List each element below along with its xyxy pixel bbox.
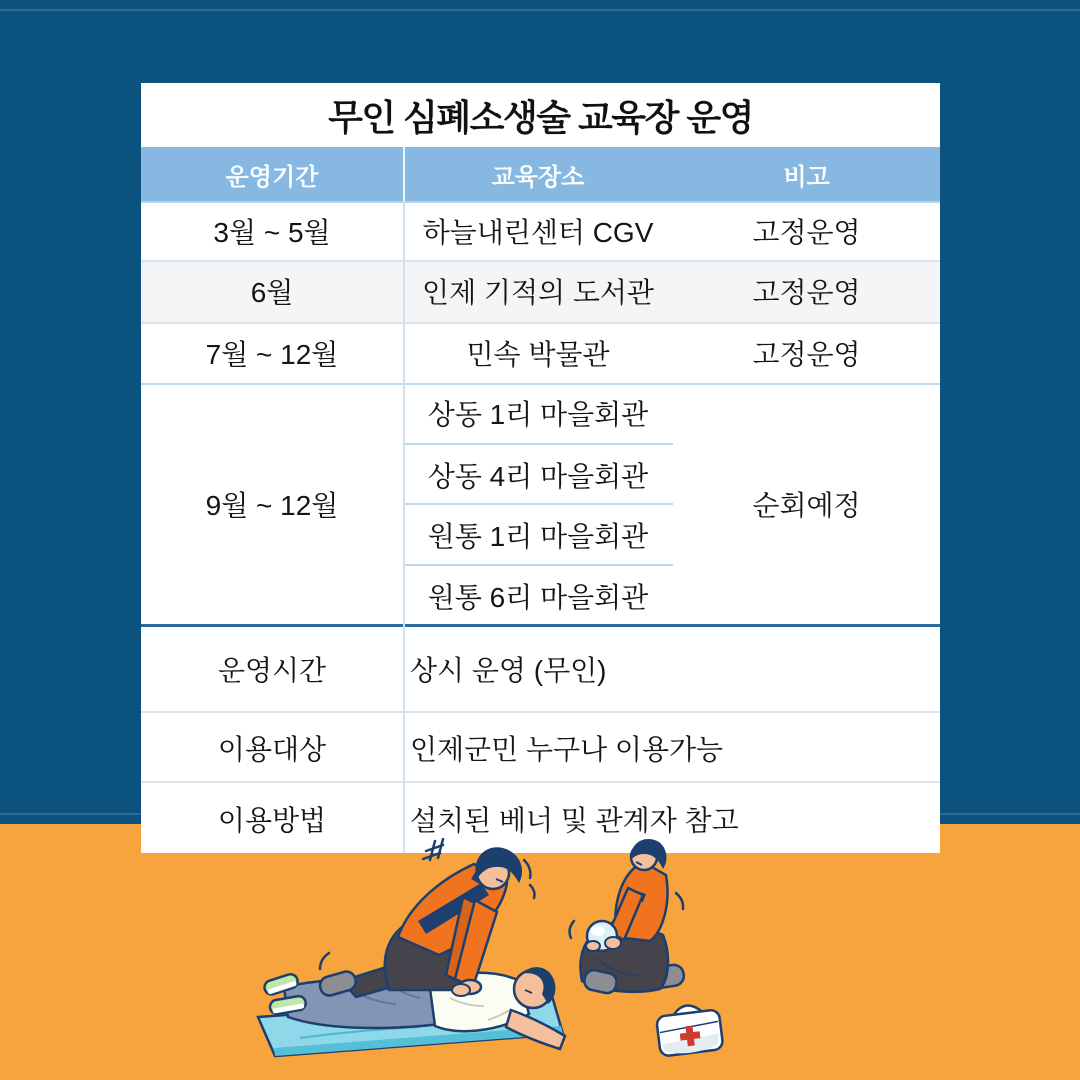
divider	[141, 322, 940, 324]
info-value: 인제군민 누구나 이용가능	[410, 734, 724, 765]
bag-valve-figure	[580, 839, 685, 995]
note-cell: 고정운영	[752, 338, 861, 370]
header-note: 비고	[783, 163, 830, 191]
period-cell: 9월 ~ 12월	[205, 489, 339, 521]
tour-location: 원통 1리 마을회관	[403, 503, 673, 565]
info-label: 운영시간	[217, 655, 327, 686]
table-header-row	[141, 147, 940, 201]
page-title: 무인 심폐소생술 교육장 운영	[328, 96, 753, 138]
info-row	[141, 711, 940, 783]
divider	[141, 201, 940, 203]
info-label: 이용방법	[217, 805, 327, 836]
column-divider	[403, 201, 405, 853]
note-cell: 고정운영	[752, 277, 861, 308]
location-cell: 인제 기적의 도서관	[422, 277, 654, 308]
tour-location: 상동 1리 마을회관	[427, 399, 649, 430]
period-cell: 6월	[250, 277, 294, 308]
location-cell: 하늘내린센터 CGV	[422, 216, 654, 248]
header-period: 운영기간	[225, 163, 319, 191]
table-row	[141, 322, 940, 383]
period-cell: 7월 ~ 12월	[205, 338, 339, 370]
location-cell: 민속 박물관	[466, 338, 610, 370]
schedule-card	[141, 83, 940, 853]
divider	[141, 383, 940, 385]
table-row	[141, 201, 940, 260]
first-aid-kit-icon	[655, 1002, 723, 1057]
cpr-illustration	[230, 838, 740, 1063]
info-value: 상시 운영 (무인)	[410, 655, 607, 686]
column-divider	[403, 147, 405, 201]
note-cell: 고정운영	[752, 216, 861, 248]
header-location: 교육장소	[491, 163, 585, 191]
info-label: 이용대상	[217, 734, 327, 765]
divider	[141, 260, 940, 262]
table-row-tour	[141, 383, 940, 624]
table-row	[141, 260, 940, 322]
tour-location: 상동 4리 마을회관	[403, 443, 673, 505]
tour-location: 원통 6리 마을회관	[403, 564, 673, 626]
info-row	[141, 627, 940, 711]
info-value: 설치된 베너 및 관계자 참고	[410, 805, 739, 836]
period-cell: 3월 ~ 5월	[213, 216, 331, 248]
note-cell: 순회예정	[752, 489, 861, 521]
background-accent-line-top	[0, 9, 1080, 11]
